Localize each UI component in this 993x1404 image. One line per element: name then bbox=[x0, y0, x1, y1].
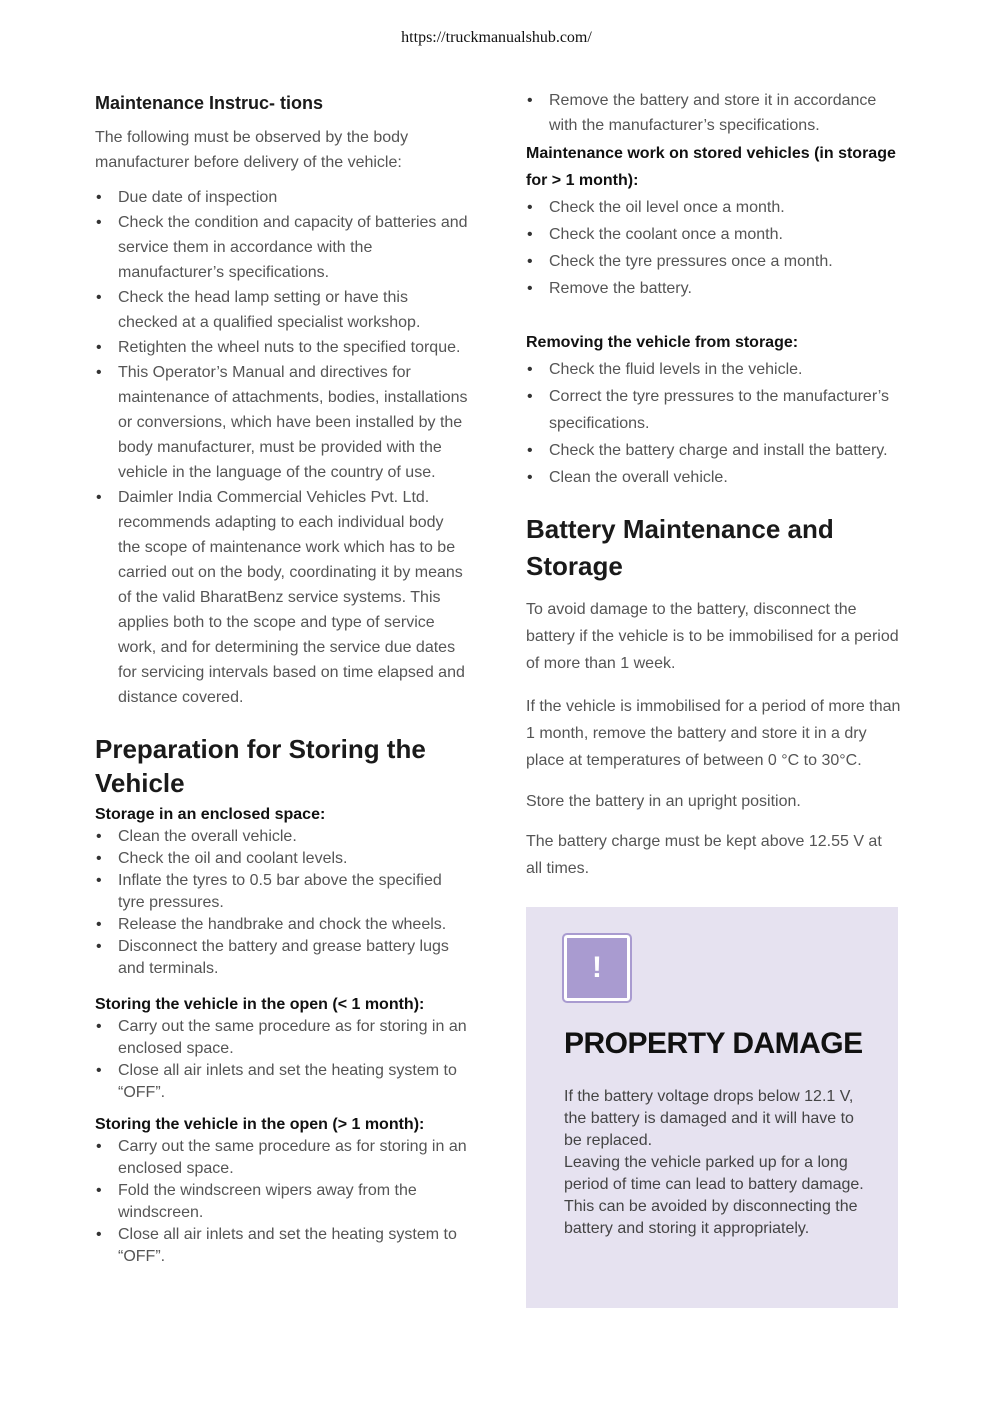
property-damage-notice bbox=[526, 907, 898, 1308]
battery-title: Battery Maintenance and Storage bbox=[526, 514, 834, 581]
removing-list bbox=[526, 356, 901, 491]
open-long-list bbox=[95, 1136, 470, 1268]
battery-paragraph: The battery charge must be kept above 12.55 V at all times. bbox=[526, 833, 882, 877]
list-item: • Check the fluid levels in the vehicle. bbox=[526, 356, 901, 383]
notice-paragraph: If the battery voltage drops below 12.1 V, the battery is damaged and it will have to be replaced. bbox=[564, 1088, 854, 1149]
list-item: • Close all air inlets and set the heating system to “OFF”. bbox=[95, 1060, 470, 1104]
list-item: • Check the tyre pressures once a month. bbox=[526, 248, 901, 275]
list-item: • Check the battery charge and install the battery. bbox=[526, 437, 901, 464]
list-item: • Remove the battery. bbox=[526, 275, 901, 302]
list-item: • Correct the tyre pressures to the manufacturer’s specifications. bbox=[526, 383, 901, 437]
right-column bbox=[526, 88, 901, 882]
maintenance-intro: The following must be observed by the body manufacturer before delivery of the vehicle: bbox=[95, 129, 409, 171]
left-column bbox=[95, 88, 470, 1268]
list-item: • Daimler India Commercial Vehicles Pvt. Ltd. recommends adapting to each individual body the scope of maintenance work which has to be carried out on the body, coordinating it by means of the valid BharatBenz service systems. This applies both to the scope and type of service work, and for determining the service due dates for servicing intervals based on time elapsed and distance covered. bbox=[95, 485, 470, 710]
list-item: • Remove the battery and store it in accordance with the manufacturer’s specifications. bbox=[526, 88, 901, 138]
list-item: • Check the oil level once a month. bbox=[526, 194, 901, 221]
list-item: • Check the oil and coolant levels. bbox=[95, 848, 470, 870]
notice-text bbox=[564, 1086, 864, 1240]
exclamation-icon: ! bbox=[564, 935, 630, 1001]
list-item: • Check the coolant once a month. bbox=[526, 221, 901, 248]
maintenance-section bbox=[95, 125, 470, 710]
battery-paragraph: To avoid damage to the battery, disconnect the battery if the vehicle is to be immobilised for a period of more than 1 week. bbox=[526, 601, 899, 672]
list-item: • Inflate the tyres to 0.5 bar above the specified tyre pressures. bbox=[95, 870, 470, 914]
open-long-title: Storing the vehicle in the open (> 1 month): bbox=[95, 1116, 425, 1133]
list-item: • Check the head lamp setting or have this checked at a qualified specialist workshop. bbox=[95, 285, 470, 335]
list-item: • Check the condition and capacity of batteries and service them in accordance with the manufacturer’s specifications. bbox=[95, 210, 470, 285]
list-item: • Clean the overall vehicle. bbox=[95, 826, 470, 848]
list-item: • Retighten the wheel nuts to the specified torque. bbox=[95, 335, 470, 360]
continued-list bbox=[526, 88, 901, 138]
maintenance-list bbox=[95, 185, 470, 710]
battery-paragraph: Store the battery in an upright position. bbox=[526, 793, 801, 810]
list-item: • Disconnect the battery and grease battery lugs and terminals. bbox=[95, 936, 470, 980]
list-item: • Due date of inspection bbox=[95, 185, 470, 210]
header-url[interactable]: https://truckmanualshub.com/ bbox=[401, 29, 592, 46]
stored-maintenance-list bbox=[526, 194, 901, 302]
removing-title: Removing the vehicle from storage: bbox=[526, 334, 799, 351]
list-item: • Carry out the same procedure as for storing in an enclosed space. bbox=[95, 1136, 470, 1180]
list-item: • Release the handbrake and chock the wheels. bbox=[95, 914, 470, 936]
enclosed-list bbox=[95, 826, 470, 980]
list-item: • Carry out the same procedure as for storing in an enclosed space. bbox=[95, 1016, 470, 1060]
list-item: • Clean the overall vehicle. bbox=[526, 464, 901, 491]
enclosed-title: Storage in an enclosed space: bbox=[95, 806, 326, 823]
notice-title: PROPERTY DAMAGE bbox=[564, 1027, 863, 1060]
open-short-title: Storing the vehicle in the open (< 1 month): bbox=[95, 996, 425, 1013]
list-item: • Fold the windscreen wipers away from the windscreen. bbox=[95, 1180, 470, 1224]
list-item: • Close all air inlets and set the heating system to “OFF”. bbox=[95, 1224, 470, 1268]
battery-paragraph: If the vehicle is immobilised for a period of more than 1 month, remove the battery and store it in a dry place at temperatures of between 0 °C to 30°C. bbox=[526, 698, 901, 769]
stored-maintenance-title: Maintenance work on stored vehicles (in storage for > 1 month): bbox=[526, 145, 896, 189]
list-item: • This Operator’s Manual and directives for maintenance of attachments, bodies, installations or conversions, which have been installed by the body manufacturer, must be provided with the vehicle in the language of the country of use. bbox=[95, 360, 470, 485]
preparation-title: Preparation for Storing the Vehicle bbox=[95, 734, 426, 798]
open-short-list bbox=[95, 1016, 470, 1104]
maintenance-title: Maintenance Instruc- tions bbox=[95, 93, 324, 113]
notice-paragraph: Leaving the vehicle parked up for a long period of time can lead to battery damage. This can be avoided by disconnecting the battery and storing it appropriately. bbox=[564, 1154, 864, 1237]
